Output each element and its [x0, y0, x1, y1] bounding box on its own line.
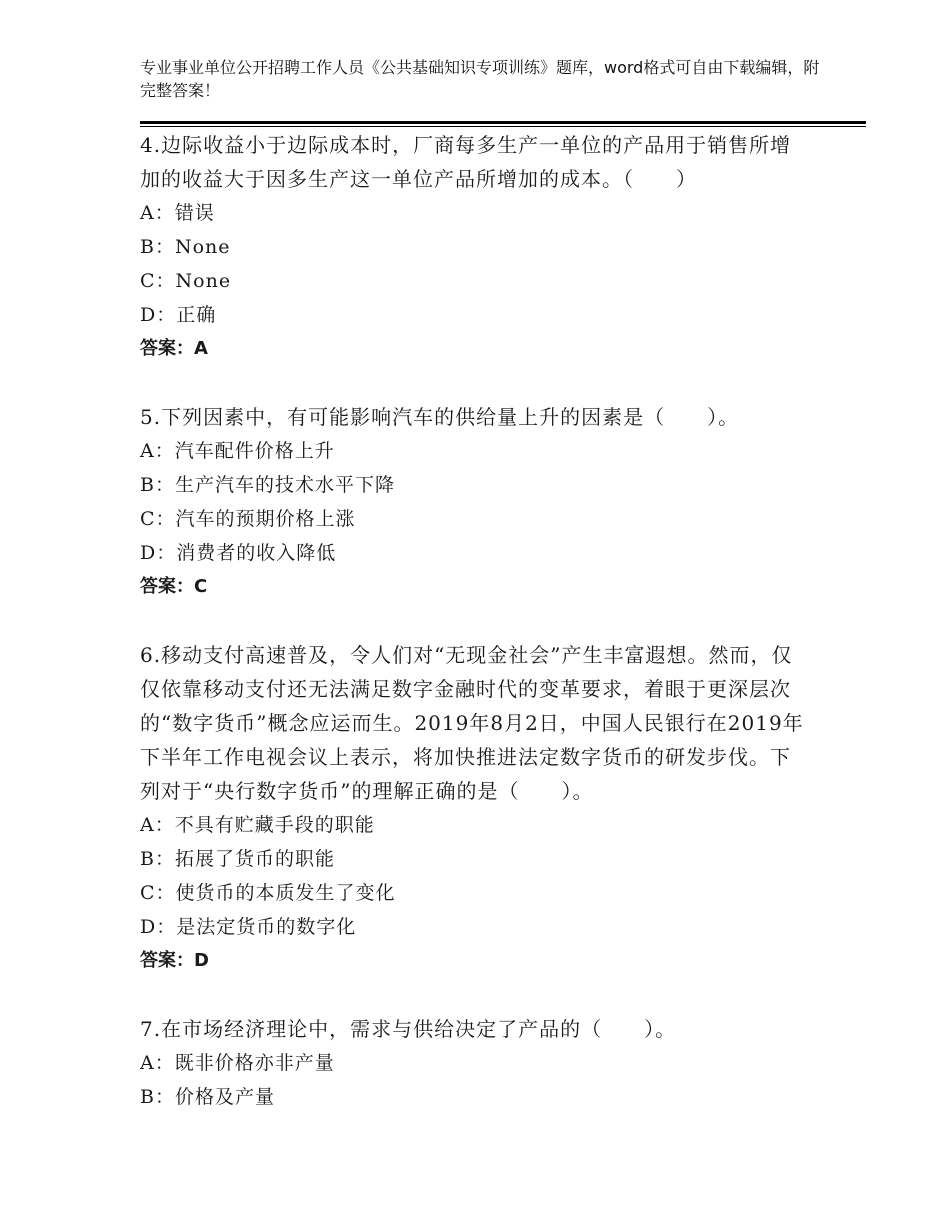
option-b: B：拓展了货币的职能 [140, 848, 335, 870]
header-rule-thick [140, 121, 866, 124]
question-stem: 5.下列因素中，有可能影响汽车的供给量上升的因素是（ ）。 [140, 405, 740, 429]
option-d: D：是法定货币的数字化 [140, 916, 357, 938]
option-b: B：生产汽车的技术水平下降 [140, 474, 395, 496]
question-6 [140, 638, 810, 978]
option-a: A：既非价格亦非产量 [140, 1052, 335, 1074]
option-b: B：None [140, 236, 231, 258]
option-d: D：正确 [140, 304, 217, 326]
spacer [140, 366, 810, 400]
document-header: 专业事业单位公开招聘工作人员《公共基础知识专项训练》题库，word格式可自由下载编辑，附完整答案！ [140, 58, 820, 100]
question-7 [140, 1012, 810, 1114]
option-c: C：None [140, 270, 232, 292]
option-c: C：汽车的预期价格上涨 [140, 508, 356, 530]
answer-label: 答案：D [140, 950, 209, 971]
option-a: A：不具有贮藏手段的职能 [140, 814, 375, 836]
question-4 [140, 128, 810, 366]
answer-label: 答案：A [140, 338, 208, 359]
answer-label: 答案：C [140, 576, 208, 597]
option-a: A：汽车配件价格上升 [140, 440, 335, 462]
header-rule-thin [140, 126, 866, 127]
option-d: D：消费者的收入降低 [140, 542, 337, 564]
question-stem: 6.移动支付高速普及，令人们对“无现金社会”产生丰富遐想。然而，仅仅依靠移动支付还无法满足数字金融时代的变革要求，着眼于更深层次的“数字货币”概念应运而生。2019年8月2日，中国人民银行在2019年下半年工作电视会议上表示，将加快推进法定数字货币的研发步伐。下列对于“央行数字货币”的理解正确的是（ ）。 [140, 643, 804, 803]
option-c: C：使货币的本质发生了变化 [140, 882, 396, 904]
question-stem: 7.在市场经济理论中，需求与供给决定了产品的（ ）。 [140, 1017, 677, 1041]
question-5 [140, 400, 810, 604]
option-b: B：价格及产量 [140, 1086, 275, 1108]
spacer [140, 604, 810, 638]
question-list [140, 128, 810, 1114]
spacer [140, 978, 810, 1012]
option-a: A：错误 [140, 202, 215, 224]
question-stem: 4.边际收益小于边际成本时，厂商每多生产一单位的产品用于销售所增加的收益大于因多生产这一单位产品所增加的成本。（ ） [140, 133, 792, 191]
